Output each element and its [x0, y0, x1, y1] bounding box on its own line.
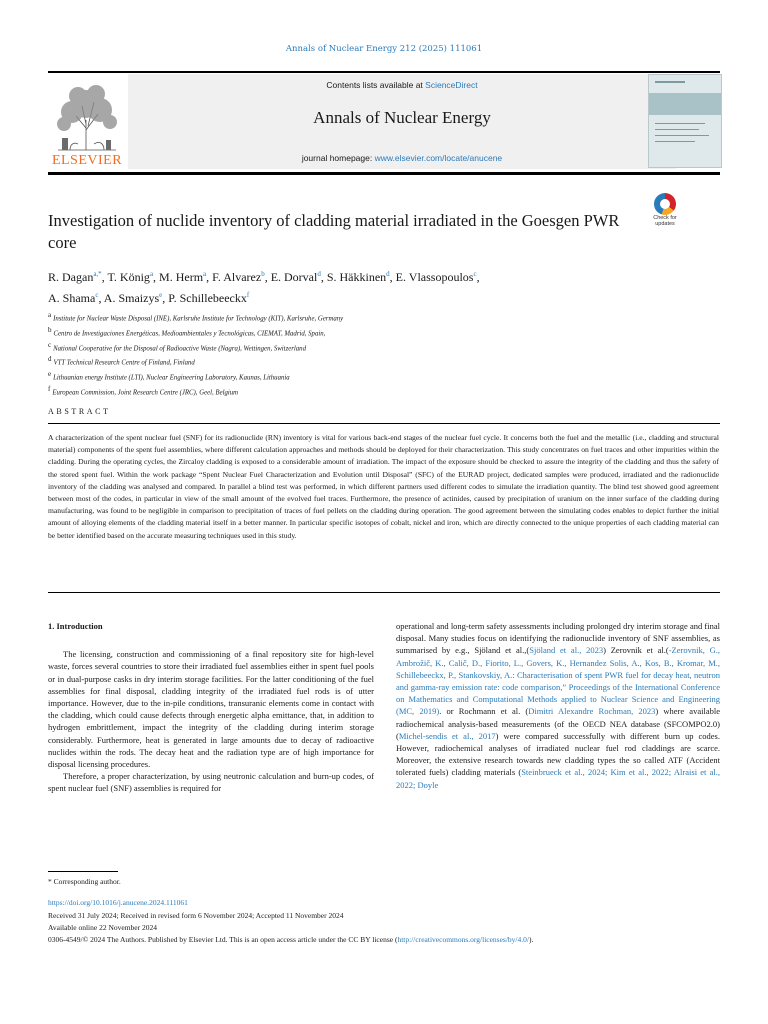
affiliation-key: e	[48, 370, 52, 379]
author-affiliation-marker[interactable]: a	[203, 270, 207, 278]
affiliation-text: European Commission, Joint Research Centre (JRC), Geel, Belgium	[52, 389, 239, 397]
doi-link[interactable]: https://doi.org/10.1016/j.anucene.2024.111061	[48, 898, 188, 907]
article-title: Investigation of nuclide inventory of cladding material irradiated in the Goesgen PWR core	[48, 211, 620, 252]
citation-link[interactable]: Steinbrueck et al., 2024; Kim et al., 2022; Alraisi et al., 2022; Doyle	[396, 767, 721, 790]
author-affiliation-marker[interactable]: a,*	[93, 270, 102, 278]
citation-link[interactable]: Sjöland et al., 2023	[529, 645, 604, 656]
section-heading-introduction: 1. Introduction	[48, 621, 103, 631]
author-name[interactable]: P. Schillebeeckx	[168, 291, 247, 305]
received-dates: Received 31 July 2024; Received in revised form 6 November 2024; Accepted 11 November 2024	[48, 911, 344, 920]
abstract-top-rule	[48, 423, 720, 424]
affiliation-key: f	[48, 384, 51, 393]
license-text: 0306-4549/© 2024 The Authors. Published by Elsevier Ltd. This is an open access article under the CC BY license (	[48, 935, 398, 944]
author-name[interactable]: E. Vlassopoulos	[395, 270, 474, 284]
affiliation-item	[48, 369, 688, 384]
intro-paragraph-1: The licensing, construction and commissioning of a final repository site for high-level waste, forces several countries to store their irradiated fuel assemblies either in spent fuel pools or in dual-purpose casks in dry interim storage facilities. For the latter conditioning of the fuel assemblies for final disposal, cladding integrity of the irradiated fuel rods is of utter importance. However, due to the in-pile conditions, transuranic elements come in contact with the cladding, which could cause defects through energetic alpha emittance, that, in addition to hydrogen embrittlement, impact the integrity of the cladding during interim storage considerably. Furthermore, heat is generated in large amounts due to decay of radioactive nuclides within the rods. The decay heat and the radiation type are of high importance for disposal licensing procedures.	[48, 649, 374, 770]
affiliation-key: a	[48, 311, 52, 319]
check-for-updates-badge[interactable]	[645, 193, 685, 233]
journal-masthead	[48, 74, 720, 171]
affiliation-item	[48, 340, 688, 355]
abstract-bottom-rule	[48, 592, 720, 593]
author-affiliation-marker[interactable]: c	[473, 270, 477, 278]
author-affiliation-marker[interactable]: d	[386, 270, 390, 278]
journal-name: Annals of Nuclear Energy	[313, 108, 491, 127]
journal-cover-thumbnail[interactable]	[648, 74, 722, 168]
affiliation-item	[48, 325, 688, 340]
check-updates-icon	[654, 193, 676, 215]
abstract-heading: ABSTRACT	[48, 407, 111, 416]
author-name[interactable]: T. König	[107, 270, 150, 284]
author-list: R. Dagan$^{a,*}$, T. König$^a$, M. Herm$^a$, F. Alvarez$^b$, E. Dorval$^d$, S. Häkkinen$^d$, E. Vlassopoulos$^c$, A. Shama$^c$, A. Smaizys$^e$, P. Schillebeeckx$^f$	[48, 270, 480, 305]
author-name[interactable]: A. Smaizys	[103, 291, 160, 305]
homepage-label: journal homepage:	[301, 153, 375, 163]
header-bottom-rule	[48, 172, 720, 175]
license-line	[48, 935, 728, 944]
author-affiliation-marker[interactable]: e	[159, 291, 163, 299]
affiliation-text: Institute for Nuclear Waste Disposal (INE), Karlsruhe Institute for Technology (KIT), Karlsruhe, Germany	[53, 315, 344, 323]
journal-header-box	[128, 74, 676, 169]
author-name[interactable]: F. Alvarez	[212, 270, 262, 284]
license-url-link[interactable]: http://creativecommons.org/licenses/by/4.0/	[397, 935, 529, 944]
affiliation-item	[48, 310, 688, 325]
author-name[interactable]: M. Herm	[159, 270, 204, 284]
affiliation-text: VTT Technical Research Centre of Finland, Finland	[53, 359, 195, 367]
contents-label: Contents lists available at	[326, 80, 426, 90]
available-online-date: Available online 22 November 2024	[48, 923, 157, 932]
citation-link[interactable]: Michel-sendis et al., 2017	[398, 730, 496, 741]
license-suffix: ).	[528, 935, 534, 944]
journal-homepage-link[interactable]: www.elsevier.com/locate/anucene	[374, 153, 503, 163]
journal-homepage-line	[128, 153, 676, 163]
footnote-rule	[48, 871, 118, 872]
author-affiliation-marker[interactable]: d	[317, 270, 321, 278]
contents-line	[128, 80, 676, 90]
author-name[interactable]: S. Häkkinen	[326, 270, 387, 284]
body-column-left	[48, 620, 374, 795]
affiliation-key: b	[48, 325, 52, 334]
author-affiliation-marker[interactable]: a	[149, 270, 154, 278]
author-affiliation-marker[interactable]: b	[261, 270, 265, 278]
author-name[interactable]: E. Dorval	[270, 270, 318, 284]
affiliation-item	[48, 354, 688, 369]
affiliation-key: d	[48, 355, 52, 364]
author-name[interactable]: R. Dagan	[48, 270, 94, 284]
journal-reference[interactable]: Annals of Nuclear Energy 212 (2025) 111061	[285, 44, 483, 54]
abstract-text: A characterization of the spent nuclear fuel (SNF) for its radionuclide (RN) inventory is vital for various back-end stages of the nuclear fuel cycle. It concerns both the fuel and the metallic (i.e., cladding and structural material) components of the spent fuel assemblies, where different calculation approaches and methods should be deployed for their characterization. This study concentrates on fuel traces and other impurities within the cladding. During the operating cycles, the Zircaloy cladding is exposed to a considerable amount of irradiation. The impact of the exposure should be checked to assure the integrity of the cladding and thus the safety of the stored spent fuel. Within the work package “Spent Nuclear Fuel Characterization and Evolution until Disposal” (SFC) of the EURAD project, dedicated samples were produced, irradiated and the radionuclide inventory of the cladding was analysed and compared. In parallel a blind test was performed, in which different partners used different codes to simulate the irradiation quantity. The blind test showed good agreement between most of the codes, in particular in view of the small amount of the evolved fuel traces. Furthermore, the presence of actinides, caused by precipitation of uranium on the inner surface of the cladding during manufacturing, was found to be negligible in comparison to precipitation of traces of fuel pellets on the cladding during operation. The good agreement between the simulating codes enables to depict further the initial amount of alloying elements of the cladding material itself in a better manner. In particular specific isotopes of cobalt, nickel and iron, which are directly connected to the unique properties of each cladding material can be better identified based on the accurate measuring techniques used in this study.	[48, 433, 719, 540]
author-affiliation-marker[interactable]: f	[246, 291, 250, 299]
elsevier-wordmark: ELSEVIER	[51, 153, 123, 168]
body-text: ) were compared successfully with different burn up codes. However, radiochemical analyses of irradiated nuclear fuel rod claddings are scarce. Moreover, the extensive research towards new cladding types the so called ATF (Accident tolerated fuels) cladding materials (	[396, 730, 720, 778]
body-text: . or Rochmann et al. (	[439, 706, 529, 717]
affiliation-text: Lithuanian energy Institute (LTI), Nuclear Engineering Laboratory, Kaunas, Lithuania	[53, 374, 290, 382]
affiliation-key: c	[48, 340, 52, 349]
author-affiliation-marker[interactable]: c	[95, 291, 99, 299]
citation-link[interactable]: -Zerovnik, G., Ambrožič, K., Calič, D., Fiorito, L., Govers, K., Hernandez Solis, A., Kos, B., Kromar, M., Schillebeeckx, P., Stankovskiy, A.: Characterisation of spent PWR fuel for decay heat, neutron and gamma-ray emission rate: code comparison,” Proceedings of the International Conference on Mathematics and Computational Methods applied to Nuclear Science and Engineering (MC, 2019)	[396, 645, 720, 717]
body-text: ) where available radiochemical analysis-based measurements (of the OECD NEA database (SFCOMPO2.0) (	[396, 706, 720, 741]
sciencedirect-link[interactable]: ScienceDirect	[425, 80, 478, 90]
affiliation-list	[48, 310, 688, 399]
citation-link[interactable]: Dimitri Alexandre Rochman, 2023	[528, 706, 656, 717]
check-updates-label: Check for updates	[653, 215, 677, 227]
body-column-right	[396, 620, 720, 791]
author-name[interactable]: A. Shama	[48, 291, 96, 305]
intro-paragraph-2: Therefore, a proper characterization, by using neutronic calculation and burn-up codes, of spent nuclear fuel (SNF) assemblies is required for	[48, 771, 374, 794]
header-top-rule	[48, 71, 720, 73]
body-text: operational and long-term safety assessments including prolonged dry interim storage and final disposal. Many studies focus on identifying the radionuclide inventory of SNF assemblies, as summarised by e.g., Sjöland et al.,(	[396, 621, 720, 656]
corresponding-author-note: * Corresponding author.	[48, 877, 121, 886]
body-text: ) Zerovnik et al.(	[603, 645, 669, 656]
affiliation-item	[48, 384, 688, 399]
affiliation-text: Centro de Investigaciones Energéticas, Medioambientales y Tecnológicas, CIEMAT, Madrid, Spain,	[53, 330, 326, 338]
affiliation-text: National Cooperative for the Disposal of Radioactive Waste (Nagra), Wettingen, Switzerland	[53, 344, 306, 352]
